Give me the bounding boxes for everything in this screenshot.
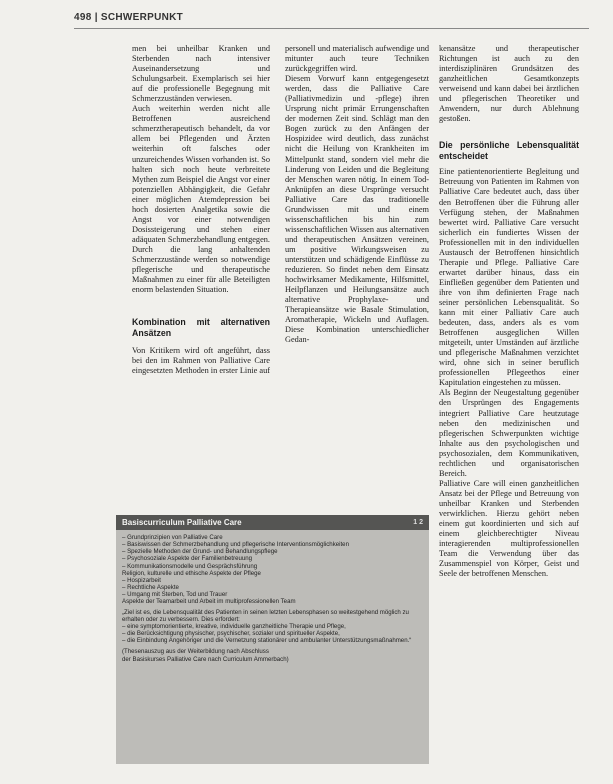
- col3-paragraph-1: kenansätze und therapeutischer Richtungen ist auch zu den interdisziplinären Grundsätzen des ganzheitlichen Gesamtkonzepts verweisend und kann dabei bei ärztlichen und pflegerischen Theoretiker und Anwendern, nur durch Ablehnung gestoßen.: [439, 44, 579, 124]
- box-footnote-line: (Thesenauszug aus der Weiterbildung nach Abschluss: [122, 648, 269, 656]
- col1-paragraph-1: men bei unheilbar Kranken und Sterbenden nach intensiver Auseinandersetzung und Schulungsarbeit. Exemplarisch sei hier auf die professionelle Begegnung mit Schmerzzuständen verwiesen.: [132, 44, 270, 104]
- col3-paragraph-3: Als Beginn der Neugestaltung gegenüber den Ursprüngen des Engagements integriert Palliative Care heutzutage neben den medizinischen und pflegerischen Schwerpunkten wichtige Inhalte aus den psychologischen und psychosozialen, dem Kommunikativen, rechtlichen und organisatorischen Bereich.: [439, 388, 579, 478]
- page-number: 498: [74, 12, 92, 23]
- section-name: SCHWERPUNKT: [100, 12, 184, 23]
- box-footnote: [122, 648, 423, 662]
- col3-section-heading: Die persönliche Lebensqualität entscheidet: [439, 140, 579, 161]
- box-list-item: Aspekte der Teamarbeit und Arbeit im multiprofessionellen Team: [122, 598, 296, 606]
- info-box-body: [116, 530, 429, 663]
- box-list-item: – Hospizarbeit: [122, 576, 161, 584]
- box-list-item: – Spezielle Methoden der Grund- und Behandlungspflege: [122, 548, 278, 556]
- box-list-item: – Kommunikationsmodelle und Gesprächsführung: [122, 562, 258, 570]
- box-quote: [122, 609, 423, 645]
- col3-paragraph-4: Palliative Care will einen ganzheitlichen Ansatz bei der Pflege und Betreuung von unheilbar Kranken und Sterbenden verwirklichen. Hierzu gehört neben einem gut koordinierten und sich auf einem gleichberechtigter Niveau interagierenden multiprofessionellen Team die Verwendung über das Zusammenspiel von Körper, Geist und Seele der betroffenen Menschen.: [439, 478, 579, 579]
- box-quote-line: – die Einbindung Angehöriger und die Vernetzung stationärer und ambulanter Unterstützungsmaßnahmen.“: [122, 637, 412, 645]
- box-footnote-line: der Basiskurses Palliative Care nach Curriculum Ammerbach): [122, 655, 289, 663]
- box-list-item: – Rechtliche Aspekte: [122, 584, 179, 592]
- info-box-title: [116, 515, 429, 530]
- box-quote-line: „Ziel ist es, die Lebensqualität des Patienten in seinen letzten Lebensphasen so weitestgehend möglich zu erhalten oder zu verbessern. Dies erfordert:: [122, 608, 409, 623]
- col1-paragraph-3: Von Kritikern wird oft angeführt, dass bei den im Rahmen von Palliative Care eingesetzten Methoden in erster Linie auf: [132, 346, 270, 376]
- box-list-item: Religion, kulturelle und ethische Aspekte der Pflege: [122, 569, 261, 577]
- box-list-item: – Umgang mit Sterben, Tod und Trauer: [122, 591, 228, 599]
- info-box-title-text: Basiscurriculum Palliative Care: [122, 518, 242, 527]
- box-list-item: – Basiswissen der Schmerzbehandlung und pflegerische Interventionsmöglichkeiten: [122, 541, 349, 549]
- column-2: [285, 44, 429, 474]
- col1-paragraph-2: Auch weiterhin werden nicht alle Betroffenen ausreichend schmerztherapeutisch behandelt, da vor allem bei Pflegenden und Ärzten weiterhin oft falsches oder unzureichendes Wissen vorhanden ist. So halten sich noch heute verbreitete Mythen zum Beispiel die Angst vor einer potenziellen Abhängigkeit, die Gefahr einer möglichen Atemdepression bei hoch dosierten Analgetika sowie die Angst vor einer notwendigen Dosissteigerung und stehen einer adäquaten Schmerzbehandlung entgegen. Durch die lang anhaltenden Schmerzzustände werden so notwendige pflegerische und therapeutische Maßnahmen zu einer für alle Beteiligten enorm belastenden Situation.: [132, 104, 270, 295]
- col3-paragraph-2: Eine patientenorientierte Begleitung und Betreuung von Patienten im Rahmen von Palliative Care bedeutet auch, dass über den Betroffenen über die Führung aller Verfügung stehen, der Maßnahmen bewertet wird. Palliative Care versucht sicherlich ein fundiertes Wissen der Professionellen mit in den individuellen Austausch der Betroffenen hinsichtlich Therapie und Pflege. Palliative Care erwartet darüber hinaus, dass ein Einfließen gegenüber dem Patienten und ihre von ihm definierten Frage nach seiner persönlichen Lebensqualität. So kann mit einer Palliativ Care auch bedeuten, dass, anders als es vom Betroffenen ausgeglichen Willen mitgeteilt, unter Umständen auf ärztliche und pflegerische Maßnahmen verzichtet wird, ohne sich in seiner beruflich professionellen Pflegeethos einer Kapitulation eingestehen zu müssen.: [439, 167, 579, 388]
- running-header: [74, 12, 183, 23]
- col2-paragraph-1: personell und materialisch aufwendige und mitunter auch teure Techniken zurückgegriffen wird.: [285, 44, 429, 74]
- info-box: [116, 515, 429, 764]
- column-3: [439, 44, 579, 784]
- box-quote-line: – eine symptomorientierte, kreative, individuelle ganzheitliche Therapie und Pflege,: [122, 622, 346, 630]
- box-quote-line: – die Berücksichtigung physischer, psychischer, sozialer und spiritueller Aspekte,: [122, 630, 340, 638]
- header-rule: [74, 28, 589, 29]
- box-list-item: – Grundprinzipien von Palliative Care: [122, 534, 223, 541]
- box-list-item: – Psychosoziale Aspekte der Familienbetreuung: [122, 555, 253, 563]
- info-box-corner-mark: 1 2: [413, 519, 423, 526]
- col1-section-heading: Kombination mit alternativen Ansätzen: [132, 317, 270, 338]
- col2-paragraph-2: Diesem Vorwurf kann entgegengesetzt werden, dass die Palliative Care (Palliativmedizin und -pflege) ihren Ursprung nicht primär Errungenschaften der modernen Zeit sind. Schlägt man den Bogen zurück zu den Anfängen der Hospizidee wird deutlich, dass zunächst nicht die Heilung von Krankheiten im Mittelpunkt stand, sondern viel mehr die Linderung von Leiden und die Begleitung der Menschen waren nötig. In einem Tod-Anknüpfen an diese Ursprünge versucht Palliative Care das traditionelle Grundwissen mit und einem wissenschaftlichen bis hin zum wissenschaftlichen Wissen aus alternativen und therapeutischen Ansätzen vereinen, um positive Wirkungsweisen zu unterstützen und schädigende Einflüsse zu reduzieren. So findet neben dem Einsatz hochwirksamer Medikamente, Hilfsmittel, Heilpflanzen und Heilungsansätze auch alternative Prophylaxe- und Therapieansätze wie Basale Stimulation, Aromatherapie, Wickeln und Auflagen. Diese Kombination unterschiedlicher Gedan-: [285, 74, 429, 345]
- header-separator: |: [94, 12, 101, 23]
- column-1: [132, 44, 270, 474]
